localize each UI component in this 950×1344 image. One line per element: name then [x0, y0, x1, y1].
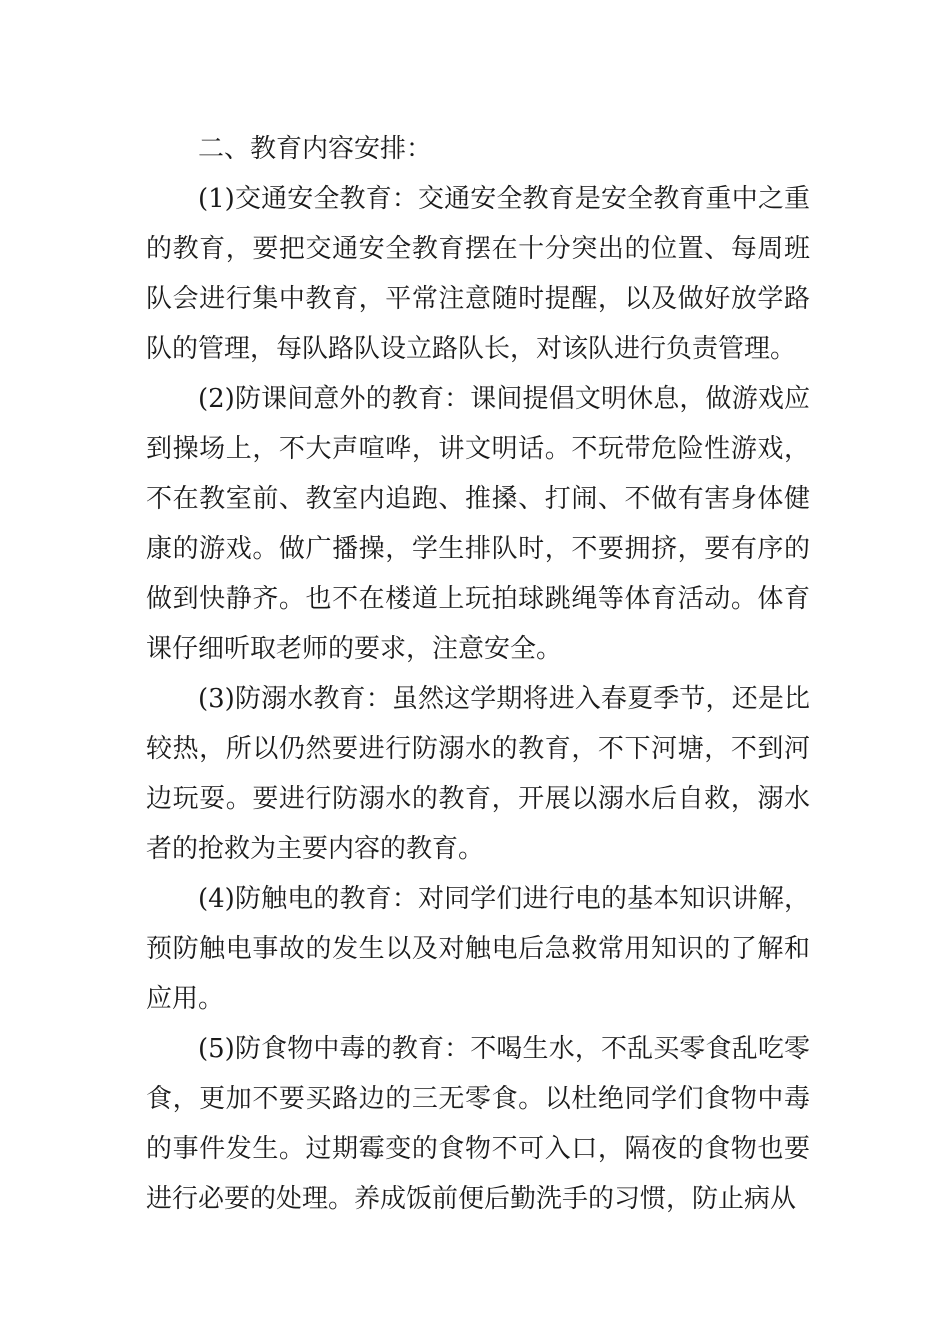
section-heading: 二、教育内容安排：	[198, 134, 433, 164]
paragraph-drowning-prevention: (3)防溺水教育：虽然这学期将进入春夏季节，还是比较热，所以仍然要进行防溺水的教育，不下河塘，不到河边玩耍。要进行防溺水的教育，开展以溺水后自救，溺水者的抢救为主要内容的教育。	[146, 684, 810, 864]
paragraph-traffic-safety: (1)交通安全教育：交通安全教育是安全教育重中之重的教育，要把交通安全教育摆在十分突出的位置、每周班队会进行集中教育，平常注意随时提醒，以及做好放学路队的管理，每队路队设立路队长，对该队进行负责管理。	[146, 184, 810, 364]
paragraph-electric-shock-prevention: (4)防触电的教育：对同学们进行电的基本知识讲解，预防触电事故的发生以及对触电后急救常用知识的了解和应用。	[146, 884, 810, 1014]
document-body	[146, 124, 810, 1224]
paragraph-food-poisoning-prevention: (5)防食物中毒的教育：不喝生水，不乱买零食乱吃零食，更加不要买路边的三无零食。以杜绝同学们食物中毒的事件发生。过期霉变的食物不可入口，隔夜的食物也要进行必要的处理。养成饭前便后勤洗手的习惯，防止病从	[146, 1034, 810, 1214]
paragraph-recess-safety: (2)防课间意外的教育：课间提倡文明休息，做游戏应到操场上，不大声喧哗，讲文明话。不玩带危险性游戏，不在教室前、教室内追跑、推搡、打闹、不做有害身体健康的游戏。做广播操，学生排队时，不要拥挤，要有序的做到快静齐。也不在楼道上玩拍球跳绳等体育活动。体育课仔细听取老师的要求，注意安全。	[146, 384, 810, 664]
